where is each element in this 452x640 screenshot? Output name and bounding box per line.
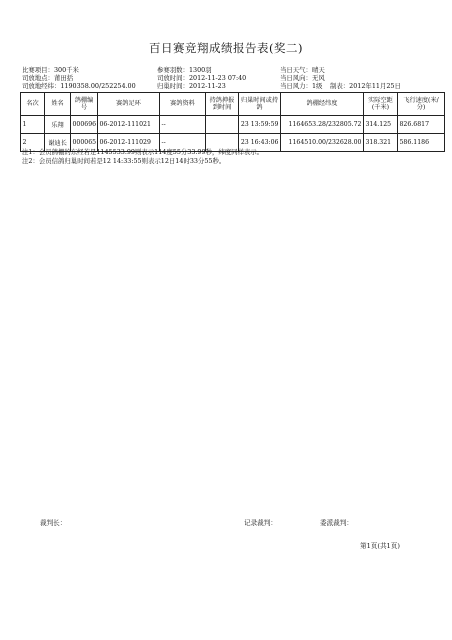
wind-direction: 当日风向：无风 bbox=[280, 74, 325, 82]
cell-rank: 2 bbox=[21, 134, 45, 152]
cell-speed: 826.6817 bbox=[398, 116, 445, 134]
release-coords: 司放地经纬：1190358.00/252254.00 bbox=[22, 82, 136, 90]
header-report-time: 持鸽抻报到时间 bbox=[206, 93, 239, 116]
note-1: 注1：会员鸽棚的东经若是1145533.99则表示114度55分33.99秒，纬度同样表示。 bbox=[22, 148, 264, 156]
cell-report-time bbox=[206, 116, 239, 134]
cell-rank: 1 bbox=[21, 116, 45, 134]
results-table bbox=[20, 92, 445, 152]
header-name: 姓名 bbox=[45, 93, 71, 116]
table-row bbox=[21, 116, 445, 134]
cell-coords: 1164510.00/232628.00 bbox=[281, 134, 364, 152]
recorder-judge-label: 记录裁判： bbox=[244, 519, 277, 527]
note-2: 注2：会员信鸽归巢时间若是12 14:33:55则表示12日14时33分55秒。 bbox=[22, 156, 226, 165]
header-distance: 实际空距(千米) bbox=[364, 93, 398, 116]
release-time: 司放时间：2012-11-23 07:40 bbox=[157, 74, 247, 82]
cell-ring: 06-2012-111029 bbox=[98, 134, 160, 152]
race-project: 比赛项目：300千米 bbox=[22, 66, 79, 74]
prepared-date: 制表：2012年11月25日 bbox=[330, 82, 401, 90]
cell-pigeon-info: -- bbox=[160, 116, 206, 134]
cell-distance: 318.321 bbox=[364, 134, 398, 152]
cell-name: 乐翔 bbox=[45, 116, 71, 134]
wind-force: 当日风力：1级 bbox=[280, 82, 323, 90]
chief-judge-label: 裁判长： bbox=[40, 519, 67, 527]
cell-pigeon-info: -- bbox=[160, 134, 206, 152]
page-title: 百日赛竞翔成绩报告表(奖二) bbox=[149, 41, 303, 55]
cell-speed: 586.1186 bbox=[398, 134, 445, 152]
cell-loft-id: 000065 bbox=[71, 134, 98, 152]
cell-ring: 06-2012-111021 bbox=[98, 116, 160, 134]
header-coords: 鸽棚经纬度 bbox=[281, 93, 364, 116]
cell-distance: 314.125 bbox=[364, 116, 398, 134]
header-ring: 赛鸽足环 bbox=[98, 93, 160, 116]
header-rank: 名次 bbox=[21, 93, 45, 116]
page-number: 第1页(共1页) bbox=[360, 542, 400, 550]
header-return-time: 归巢时间或持鸽 bbox=[239, 93, 281, 116]
cell-return-time: 23 13:59:59 bbox=[239, 116, 281, 134]
cell-loft-id: 000696 bbox=[71, 116, 98, 134]
cell-coords: 1164653.28/232805.72 bbox=[281, 116, 364, 134]
header-loft-id: 鸽棚编号 bbox=[71, 93, 98, 116]
return-time: 归巢时间：2012-11-23 bbox=[157, 82, 226, 90]
weather: 当日天气：晴天 bbox=[280, 66, 325, 74]
cell-return-time: 23 16:43:06 bbox=[239, 134, 281, 152]
header-speed: 飞行速度(米/分) bbox=[398, 93, 445, 116]
notes bbox=[22, 148, 263, 165]
table-header-row bbox=[21, 93, 445, 116]
header-pigeon-info: 赛鸽资料 bbox=[160, 93, 206, 116]
cell-name: 谢迪长 bbox=[45, 134, 71, 152]
delegate-judge-label: 委派裁判： bbox=[320, 519, 353, 527]
release-location: 司放地点：莆田括 bbox=[22, 74, 74, 82]
entry-count: 参赛羽数：1300羽 bbox=[157, 66, 212, 74]
